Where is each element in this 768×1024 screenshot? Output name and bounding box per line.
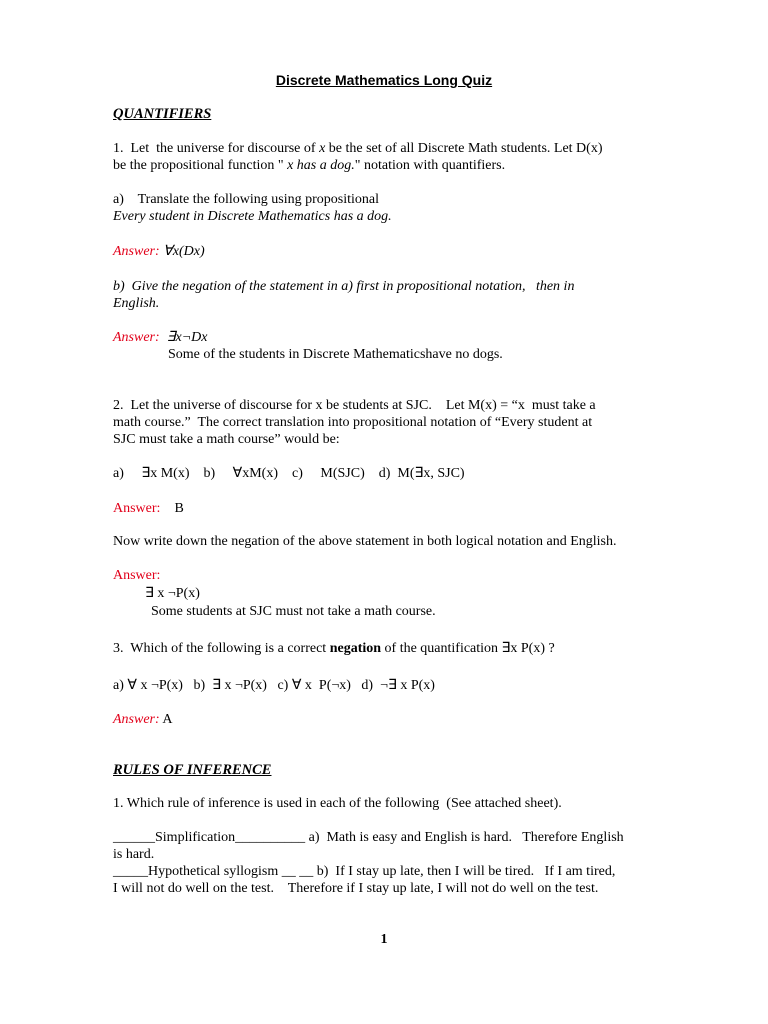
q1b-prompt-line-2: English.: [113, 296, 160, 311]
q2-line-3: SJC must take a math course” would be:: [113, 432, 340, 447]
q1b-answer-english: Some of the students in Discrete Mathematicshave no dogs.: [168, 347, 503, 362]
q1-line-2: be the propositional function " x has a dog." notation with quantifiers.: [113, 158, 506, 173]
q3-options: a) ∀ x ¬P(x) b) ∃ x ¬P(x) c) ∀ x P(¬x) d) ¬∃ x P(x): [113, 678, 435, 693]
answer-value: B: [160, 501, 184, 516]
q2-line-2: math course.” The correct translation into propositional notation of “Every student at: [113, 415, 593, 430]
q2-followup: Now write down the negation of the above statement in both logical notation and English.: [113, 534, 617, 549]
answer-label: Answer:: [113, 244, 160, 259]
inference-b-line-1: _____Hypothetical syllogism __ __ b) If I stay up late, then I will be tired. If I am tired,: [113, 864, 616, 879]
q1b-answer: [113, 329, 208, 346]
q3-answer: [113, 711, 173, 728]
inference-intro: 1. Which rule of inference is used in each of the following (See attached sheet).: [113, 796, 562, 811]
answer-value: ∃x¬Dx: [159, 330, 208, 345]
q2-line-1: 2. Let the universe of discourse for x be students at SJC. Let M(x) = “x must take a: [113, 398, 596, 413]
q2-followup-answer-logic: ∃ x ¬P(x): [145, 586, 200, 601]
q1a-statement: Every student in Discrete Mathematics has a dog.: [113, 209, 392, 224]
answer-blank: _____Hypothetical syllogism __ __: [113, 864, 314, 879]
section-heading-quantifiers: QUANTIFIERS: [113, 106, 212, 122]
answer-label: Answer:: [113, 501, 161, 516]
q2-options: a) ∃x M(x) b) ∀xM(x) c) M(SJC) d) M(∃x, SJC): [113, 466, 465, 481]
page-number: 1: [380, 932, 388, 947]
document-title: Discrete Mathematics Long Quiz: [275, 72, 493, 88]
q3-line: 3. Which of the following is a correct negation of the quantification ∃x P(x) ?: [113, 641, 555, 656]
answer-label: Answer:: [113, 330, 160, 345]
q1a-prompt: a) Translate the following using propositional: [113, 192, 379, 207]
q1a-answer: [113, 243, 205, 260]
q2-answer: [113, 500, 184, 517]
inference-a-line-1: ______Simplification__________ a) Math is easy and English is hard. Therefore English: [113, 830, 624, 845]
q2-followup-answer-label: Answer:: [113, 568, 161, 583]
section-heading-rules-of-inference: RULES OF INFERENCE: [113, 762, 272, 778]
answer-value: A: [159, 712, 173, 727]
answer-value: ∀x(Dx): [159, 244, 205, 259]
answer-label: Answer:: [113, 712, 160, 727]
answer-blank: ______Simplification__________: [113, 830, 306, 845]
inference-a-line-2: is hard.: [113, 847, 155, 862]
q1-line-1: 1. Let the universe for discourse of x be the set of all Discrete Math students. Let D(x): [113, 141, 603, 156]
q2-followup-answer-english: Some students at SJC must not take a math course.: [151, 604, 436, 619]
q1b-prompt-line-1: b) Give the negation of the statement in a) first in propositional notation, then in: [113, 279, 575, 294]
inference-b-line-2: I will not do well on the test. Therefore if I stay up late, I will not do well on the test.: [113, 881, 599, 896]
